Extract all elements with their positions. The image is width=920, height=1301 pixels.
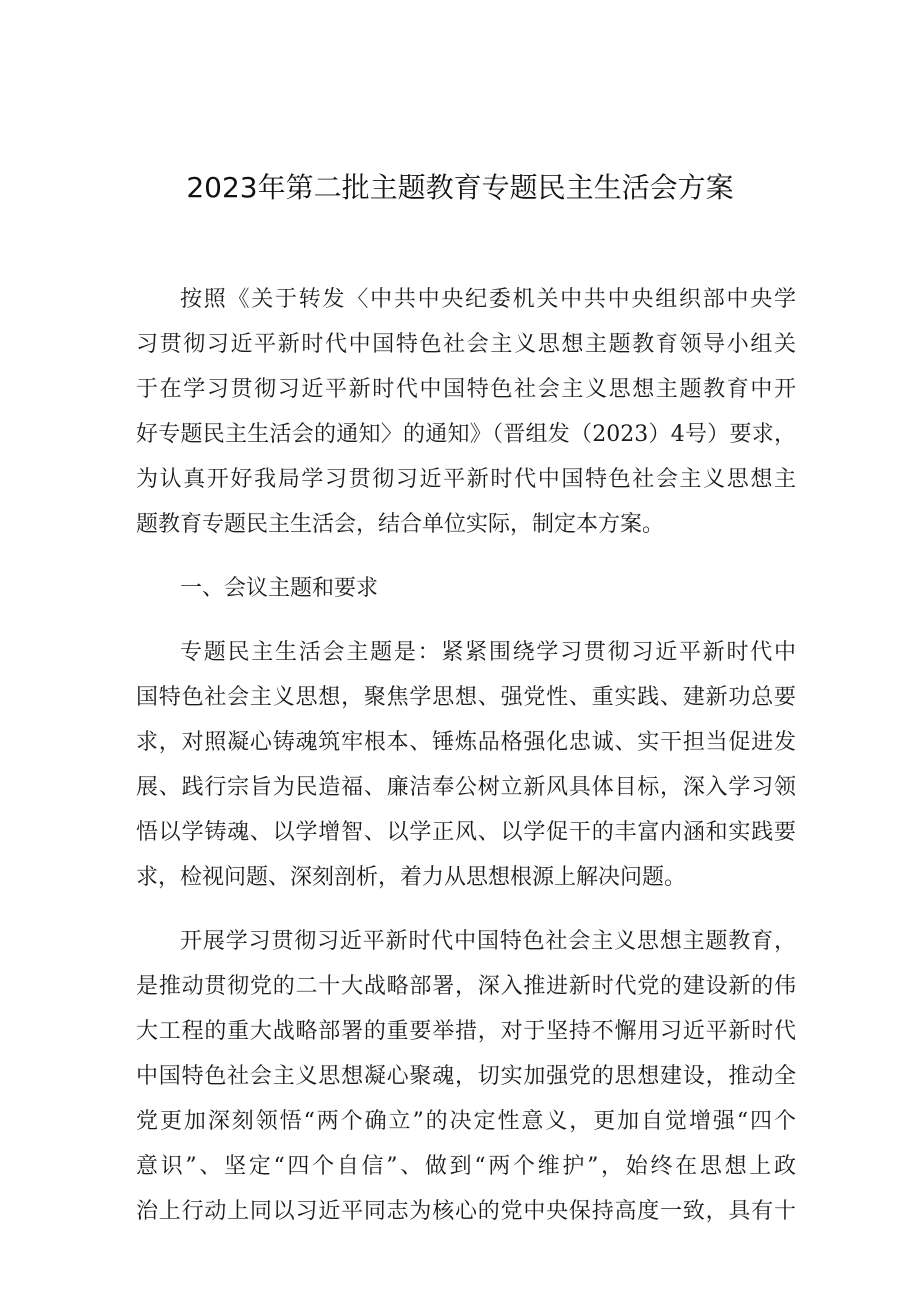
text-line: 专题民主生活会主题是：紧紧围绕学习贯彻习近平新时代中: [180, 640, 796, 665]
text-line: 习贯彻习近平新时代中国特色社会主义思想主题教育领导小组关: [136, 332, 796, 357]
paragraph-intro: [136, 277, 796, 547]
document-body: [136, 277, 796, 1234]
text-line: 题教育专题民主生活会，结合单位实际，制定本方案。: [136, 512, 665, 537]
text-line: 党更加深刻领悟“两个确立”的决定性意义，更加自觉增强“四个: [136, 1109, 796, 1134]
text-line: 好专题民主生活会的通知〉的通知》（晋组发（2023）4号）要求，: [136, 422, 796, 447]
text-line: 为认真开好我局学习贯彻习近平新时代中国特色社会主义思想主: [136, 467, 796, 492]
text-line: 中国特色社会主义思想凝心聚魂，切实加强党的思想建设，推动全: [136, 1064, 796, 1089]
text-line: 大工程的重大战略部署的重要举措，对于坚持不懈用习近平新时代: [136, 1019, 796, 1044]
text-line: 求，检视问题、深刻剖析，着力从思想根源上解决问题。: [136, 865, 687, 890]
text-line: 悟以学铸魂、以学增智、以学正风、以学促干的丰富内涵和实践要: [136, 820, 796, 845]
section-heading-text: 一、会议主题和要求: [180, 576, 379, 601]
section-heading: [136, 566, 796, 611]
text-line: 意识”、坚定“四个自信”、做到“两个维护”，始终在思想上政: [136, 1154, 796, 1179]
text-line: 国特色社会主义思想，聚焦学思想、强党性、重实践、建新功总要: [136, 685, 796, 710]
document-title: 2023年第二批主题教育专题民主生活会方案: [186, 171, 734, 204]
text-line: 求，对照凝心铸魂筑牢根本、锤炼品格强化忠诚、实干担当促进发: [136, 730, 796, 755]
text-line: 按照《关于转发〈中共中央纪委机关中共中央组织部中央学: [180, 287, 796, 312]
text-line: 展、践行宗旨为民造福、廉洁奉公树立新风具体目标，深入学习领: [136, 775, 796, 800]
text-line: 治上行动上同以习近平同志为核心的党中央保持高度一致，具有十: [136, 1199, 796, 1224]
paragraph-significance: [136, 919, 796, 1234]
text-line: 于在学习贯彻习近平新时代中国特色社会主义思想主题教育中开: [136, 377, 796, 402]
paragraph-theme: [136, 630, 796, 900]
text-line: 开展学习贯彻习近平新时代中国特色社会主义思想主题教育，: [180, 929, 796, 954]
text-line: 是推动贯彻党的二十大战略部署，深入推进新时代党的建设新的伟: [136, 974, 796, 999]
